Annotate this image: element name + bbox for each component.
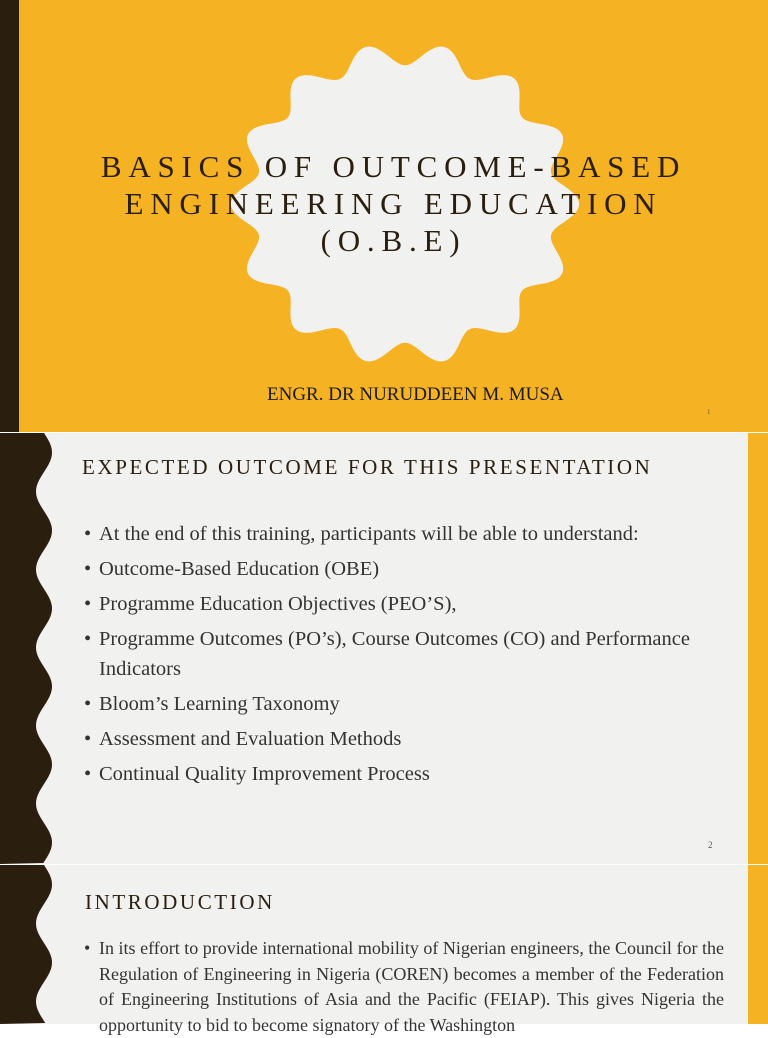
right-accent-bar — [748, 433, 768, 864]
slide-heading: EXPECTED OUTCOME FOR THIS PRESENTATION — [82, 455, 653, 479]
right-accent-bar — [748, 865, 768, 1024]
presentation-title — [19, 148, 768, 259]
title-slide — [0, 0, 768, 432]
bullet-item: • Outcome-Based Education (OBE) — [84, 554, 724, 584]
wavy-left-border — [0, 433, 60, 864]
bullet-item: • Bloom’s Learning Taxonomy — [84, 689, 724, 719]
bullet-item: • At the end of this training, participants will be able to understand: — [84, 519, 724, 549]
bullet-list — [84, 936, 724, 1038]
bullet-item: • Assessment and Evaluation Methods — [84, 724, 724, 754]
title-line-2: ENGINEERING EDUCATION — [124, 186, 663, 221]
left-dark-bar — [0, 0, 19, 432]
introduction-slide — [0, 865, 768, 1035]
slide-heading: INTRODUCTION — [85, 890, 275, 914]
bullet-item: • In its effort to provide international mobility of Nigerian engineers, the Council for the Regulation of Engineering in Nigeria (COREN) becomes a member of the Federation of Engineering Institutions of Asia and the Pacific (FEIAP). This gives Nigeria the opportunity to bid to become signatory of the Washington — [84, 936, 724, 1038]
wavy-left-border — [0, 865, 60, 1024]
page-number: 1 — [707, 408, 711, 416]
bullet-item: • Programme Education Objectives (PEO’S), — [84, 589, 724, 619]
bullet-list — [84, 519, 724, 794]
author-name: ENGR. DR NURUDDEEN M. MUSA — [267, 384, 564, 405]
page-number: 2 — [708, 840, 713, 850]
title-line-1: BASICS OF OUTCOME-BASED — [100, 149, 687, 184]
bullet-item: • Programme Outcomes (PO’s), Course Outcomes (CO) and Performance Indicators — [84, 624, 724, 684]
bullet-item: • Continual Quality Improvement Process — [84, 759, 724, 789]
title-line-3: (O.B.E) — [320, 223, 467, 258]
expected-outcome-slide — [0, 433, 768, 864]
